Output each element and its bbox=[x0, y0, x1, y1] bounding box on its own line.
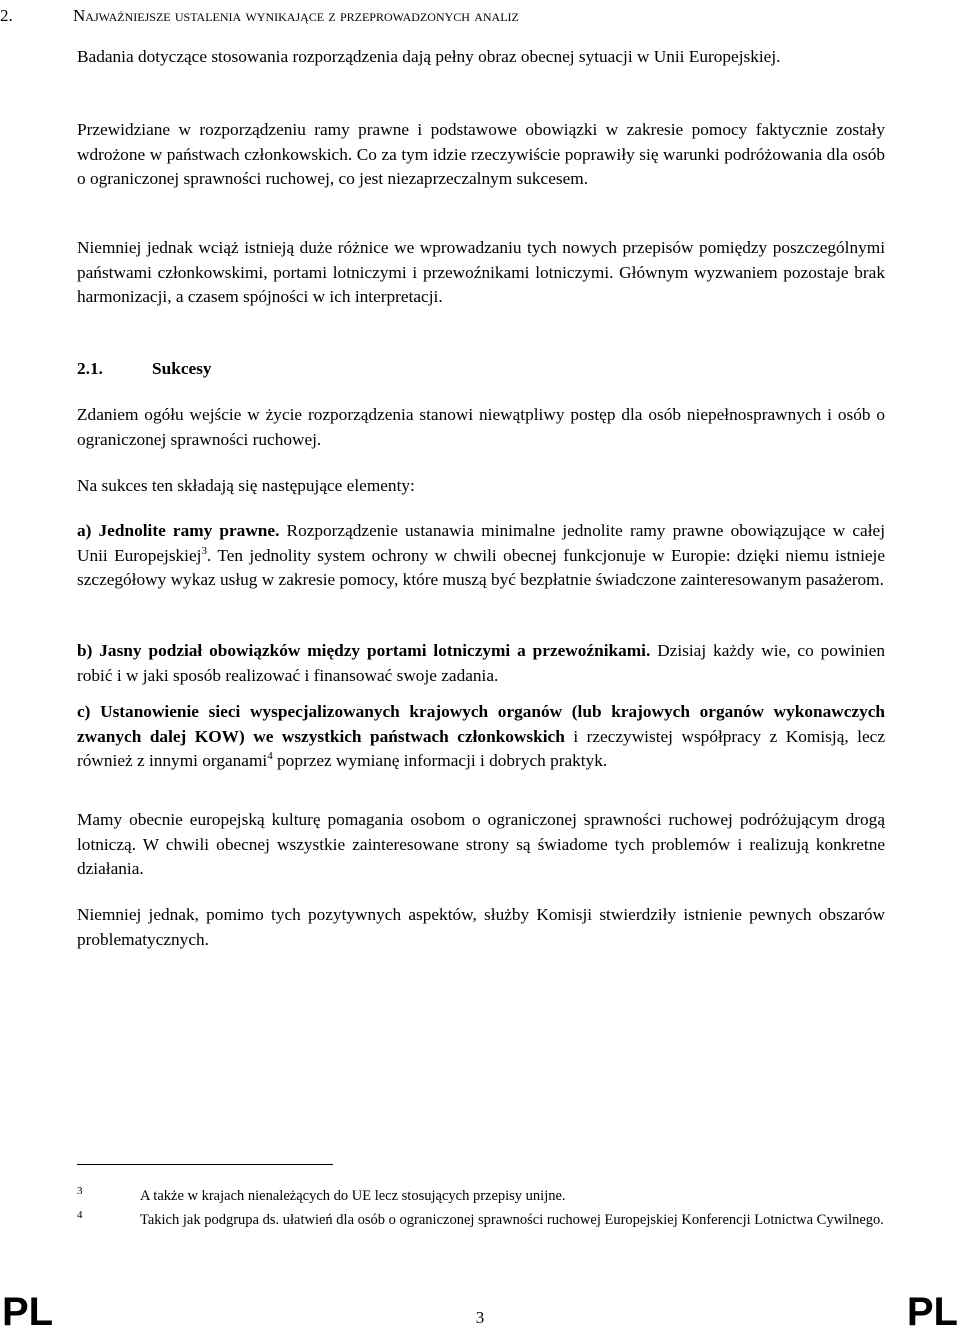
footnote-3-mark: 3 bbox=[77, 1185, 83, 1197]
footnote-3-text: A także w krajach nienależących do UE lecz stosujących przepisy unijne. bbox=[140, 1188, 566, 1204]
section-title: Najważniejsze ustalenia wynikające z przeprowadzonych analiz bbox=[73, 6, 519, 25]
page-number: 3 bbox=[475, 1308, 485, 1327]
item-c-text-cont: poprzez wymianę informacji i dobrych praktyk. bbox=[272, 751, 608, 771]
footer-language-left: PL bbox=[2, 1290, 54, 1334]
section-number: 2. bbox=[0, 6, 13, 25]
subsection-title: Sukcesy bbox=[152, 359, 212, 378]
item-b bbox=[77, 639, 885, 688]
closing-paragraph: Niemniej jednak, pomimo tych pozytywnych aspektów, służby Komisji stwierdziły istnienie pewnych obszarów problematycznych. bbox=[77, 905, 885, 949]
footnote-4-mark: 4 bbox=[77, 1209, 83, 1221]
item-a-text: Rozporządzenie ustanawia minimalne jednolite ramy prawne obowiązujące w całej Unii Europejskiej bbox=[77, 521, 885, 565]
item-b-title: b) Jasny podział obowiązków między portami lotniczymi a przewoźnikami. bbox=[77, 641, 651, 660]
footnote-divider bbox=[77, 1164, 333, 1165]
subsection-number: 2.1. bbox=[77, 359, 103, 378]
item-a-title: a) Jednolite ramy prawne. bbox=[77, 521, 280, 540]
item-b-text: Dzisiaj każdy wie, co powinien robić i w jaki sposób realizować i finansować swoje zadania. bbox=[77, 641, 885, 685]
success-lead: Na sukces ten składają się następujące elementy: bbox=[77, 476, 415, 495]
item-a-text-cont: . Ten jednolity system ochrony w chwili obecnej funkcjonuje w Europie: dzięki niemu istnieje szczegółowy wykaz usług w zakresie pomocy, które muszą być bezpłatnie świadczone zainteresowanym pasażerom. bbox=[77, 545, 886, 590]
paragraph-2: Przewidziane w rozporządzeniu ramy prawne i podstawowe obowiązki w zakresie pomocy faktycznie zostały wdrożone w państwach członkowskich. Co za tym idzie rzeczywiście poprawiły się warunki podróżowania dla osób o ograniczonej sprawności ruchowej, co jest niezaprzeczalnym sukcesem. bbox=[77, 120, 885, 189]
paragraph-1: Badania dotyczące stosowania rozporządzenia dają pełny obraz obecnej sytuacji w Unii Europejskiej. bbox=[77, 47, 781, 66]
footnote-ref-4[interactable]: 4 bbox=[267, 750, 273, 763]
item-c-text: i rzeczywistej współpracy z Komisją, lecz również z innymi organami bbox=[77, 726, 885, 771]
item-c-title: c) Ustanowienie sieci wyspecjalizowanych krajowych organów (lub krajowych organów wykonawczych zwanych dalej KOW) we wszystkich państwach członkowskich bbox=[77, 702, 885, 746]
culture-paragraph: Mamy obecnie europejską kulturę pomagania osobom o ograniczonej sprawności ruchowej podróżującym drogą lotniczą. W chwili obecnej wszystkie zainteresowane strony są świadome tych problemów i realizują konkretne działania. bbox=[77, 810, 885, 879]
footnote-4-text: Takich jak podgrupa ds. ułatwień dla osób o ograniczonej sprawności ruchowej Europejskiej Konferencji Lotnictwa Cywilnego. bbox=[140, 1212, 884, 1228]
item-c bbox=[77, 700, 885, 774]
success-intro: Zdaniem ogółu wejście w życie rozporządzenia stanowi niewątpliwy postęp dla osób niepełnosprawnych i osób o ograniczonej sprawności ruchowej. bbox=[77, 405, 885, 449]
item-a bbox=[77, 519, 885, 593]
footer-language-right: PL bbox=[906, 1290, 958, 1334]
footnote-ref-3[interactable]: 3 bbox=[201, 544, 207, 557]
paragraph-3: Niemniej jednak wciąż istnieją duże różnice we wprowadzaniu tych nowych przepisów pomiędzy poszczególnymi państwami członkowskimi, portami lotniczymi i przewoźnikami lotniczymi. Głównym wyzwaniem pozostaje brak harmonizacji, a czasem spójności w ich interpretacji. bbox=[77, 238, 885, 307]
